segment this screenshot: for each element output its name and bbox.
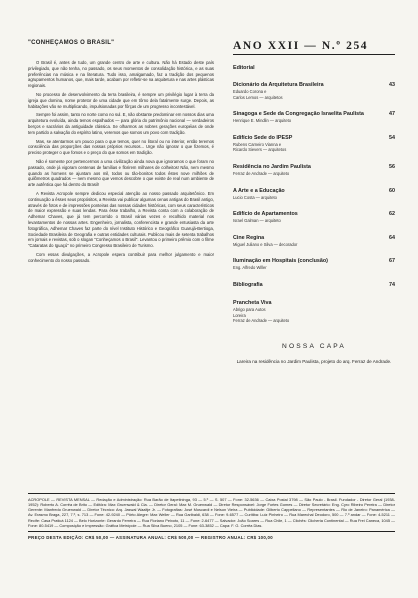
toc-entry[interactable] (233, 111, 395, 124)
toc-entry[interactable] (233, 300, 395, 324)
editorial-paragraph: No processo de desenvolvimento da terra brasileira, é sempre um privilégio lugar à terra da igreja que domina, nome protetor de uma cidade que em tôrno dela fatalmente surge. Depois, as habitações vão se multiplicando, impulsionadas por fôrças de um progresso incontestável. (28, 91, 214, 109)
editorial-paragraph: Não é somente por pertencermos a uma civilização ainda nova que ignoramos o que foram no passado, onde já vigoram centenas de famílias e florirem milhares de colheitos! Não, nem mesmo quando as homens se ajuntam aos mil, todos ou tão-bonitos todos êstes nove milhões de quilômetros quadrados — nem mesmo que vemos descobre o que existe de real num ambiente de arte autêntica que há dentro do Brasil! (28, 158, 214, 188)
toc-entry[interactable] (233, 235, 395, 248)
cover-heading: NOSSA CAPA (281, 342, 347, 350)
toc-entry[interactable] (233, 282, 395, 289)
price-line: PREÇO DESTA EDIÇÃO: CR$ 50,00 — ASSINATURA ANUAL: CR$ 500,00 — REGISTRO ANUAL: CR$ 100,00 (28, 534, 273, 540)
toc-entry-author: Ferraz de Andrade — arquiteto (233, 170, 290, 176)
toc-entry-page: 54 (389, 134, 395, 141)
toc-entry-author: Eng. Alfredo Willer (233, 265, 267, 271)
toc-entry-title: Residência no Jardim Paulista (233, 163, 311, 170)
toc-entry-page: 43 (389, 82, 395, 88)
toc-editorial[interactable]: Editorial (233, 65, 255, 71)
toc-entry-author: Carlos Lemos — arquitetos (233, 94, 283, 100)
toc-entry[interactable] (233, 211, 395, 224)
toc-entry-page: 67 (389, 258, 395, 265)
editorial-paragraph: A Revista Acropole sempre dedicou especial atenção ao nosso passado arquitetônico. Em continuação a êsses seus propósitos, a Revista vai publicar algumas cenas antigas do Brasil antigo, através de fotos e de impressões ponteiras das nossas cidades históricas, com seus característicos de maior expressão e suas lendas. Para êsse trabalho, a Revista conta com a colaboração de Adhemar Chaves, que já tem percorrido o Brasil várias vezes e recolhido material nos levantamentos de nossas artes. Engenheiro, jornalista, conferencista e grande entusiasta da arte fotográfica, Adhemar Chaves faz parte do nível Instituto Histórico e Geográfico Guarujá-Bertioga, Sociedade Brasileira de Geografia e outras entidades culturais. Publicou mais de setenta trabalhos em jornais e revistas, sob o slogan "Conheçamos o Brasil". Levantou o primeiro prêmio com o filme "Cataratas do Iguaçú" no primeiro Congresso Brasileiro de Turismo. (28, 190, 214, 249)
masthead-text: ACROPOLE — REVISTA MENSAL — Redação e Administração: Rua Barão de Itapetininga, 93 — 5.º — S. 507 — Fone: 32-5636 — Caixa Postal 3798 — São Paulo - Brasil. Fundador - Diretor Geral (1938-1952): Roberto A. Corrêa de Brito — Editôra: Max Gruenwald & Cia. — Diretor Geral: Max M. Gruenwald — Diretor Responsável: Jorge Fortes Gomes — Diretor Secretário: Eng. Cyro Ribeiro Pereira — Diretor Gerente: Manfredo Gruenwald — Diretor Técnico: Arq. Jaswal Waaltje Jr. — Fotografias: José Moscardi e Nelson Vieira — Publicidade: Gilberto Cappellano — Representantes — Rio de Janeiro: Panamérica — Av. Erasmo Braga, 227, 7.º, s. 713 — Fone: 42-9240 — Pôrto Alegre: Max Weller — Rua Garibaldi, 638 — Fone: 9-6577 — Curitiba: Luiz Pinheiro — Rua Marechal Deodoro, 500 — 7.º andar — Fone: 4-5211 — Recife: Casa Praticá 1124 — Belo Horizonte: Gerardo Ferreira — Rua Floriano Peixoto, 11 — Fone: 2-6477 — Salvador: João Soares — Rua Chile, 1 — Clichês: Clicheria Continental — Rua Frei Caneca, 1045 — Fone: 80-5419 — Composição e Impressão: Gráfica Metrópole — Rua Silva Bueno, 2105 — Fone: 63-3852 — Capa: F. G. Corrêa Dias. (28, 496, 395, 528)
toc-entry[interactable] (233, 135, 395, 153)
toc-entry-title: A Arte e a Educação (233, 187, 285, 194)
toc-entry-title: Dicionário da Arquitetura Brasileira (233, 82, 324, 88)
toc-entry[interactable] (233, 188, 395, 201)
toc-entry-title: Edifício Sede do IPESP (233, 134, 293, 141)
toc-entry-author: Eduardo Corona e (233, 89, 267, 94)
toc-entry-author: Lucio Costa — arquiteto (233, 194, 277, 200)
toc-entry-title: Prancheta Viva (233, 299, 272, 306)
toc-entry-title: Sinagoga e Sede da Congregação Israelita Paulista (233, 111, 364, 118)
toc-entry-page: 74 (389, 281, 395, 288)
toc-entry[interactable] (233, 258, 395, 271)
toc-entry-author: Loreira (233, 312, 246, 318)
editorial-paragraph: Sempre foi assim, tanto no norte como no sul. E, não obstante predominar em nossos dias uma arquitetura evoluída, ainda temos espalhados — para glória do patrimônio nacional — verdadeiros berços e sacrários da antiguidade clássica. Se olharmos as nobres gerações européias de onde tem partido a salvação do espírito latino, veremos que somos um povo com tradição. (28, 112, 214, 135)
toc-entry[interactable] (233, 164, 395, 177)
issue-number: ANO XXII — N.º 254 (233, 40, 369, 52)
cover-description: Lareira na residência no Jardim Paulista, projeto do arq. Ferraz de Andrade. (236, 358, 392, 364)
header-rule (233, 54, 395, 55)
toc-entry-author: Ricardo Sievers — arquitetos (233, 147, 287, 153)
toc-entry[interactable] (233, 82, 395, 100)
toc-entry-title: Edifício de Apartamentos (233, 211, 298, 218)
toc-entry-page: 56 (389, 163, 395, 170)
toc-entry-page: 62 (389, 211, 395, 218)
editorial-paragraph: O Brasil é, antes de tudo, um grande centro de arte e cultura. Não há Estado deste país privilegiado, que não tenha, no passado, os seus momentos de consolidação histórica, e as suas preferências na música e na literatura. Tudo isso, amalgamado, faz a tradição dos pequenos agrupamentos humanos, que, mais tarde, acabam por refletir-se na arquitetura e nas artes plásticas regionais. (28, 60, 214, 89)
toc-entry-author: Abrigo para Autos (233, 306, 266, 312)
editorial-heading: "CONHEÇAMOS O BRASIL" (28, 40, 115, 46)
toc-entry-title: Cine Regina (233, 234, 265, 241)
toc-entry-author: Rubens Carneiro Vianna e (233, 141, 282, 147)
contents-column (233, 40, 395, 365)
toc-entry-author: Henrique E. Mindlin — arquiteto (233, 118, 292, 124)
toc-entry-title: Iluminação em Hospitais (conclusão) (233, 258, 328, 265)
toc-entry-page: 60 (389, 187, 395, 194)
masthead-footer (28, 493, 395, 540)
editorial-paragraph: Com essas divulgações, a Acropole espera contribuir para melhor julgamento e maior conhecimento do nosso passado. (28, 251, 214, 263)
toc-entry-author: Ferraz de Andrade — arquiteto (233, 318, 290, 324)
editorial-column (28, 40, 214, 267)
footer-rule (28, 531, 395, 532)
toc-entry-page: 64 (389, 234, 395, 241)
toc-entry-title: Bibliografia (233, 281, 263, 288)
toc-entry-page: 47 (389, 111, 395, 118)
editorial-paragraph: Mas, se atentarmos um pouco para o que temos, quer no litoral ou no interior, então teremos consciência das proporções das nossas próprios recursos... Urge não ignorar o que fizemos, é preciso proteger o que fomos e o preço do que somos em tradição. (28, 138, 214, 156)
toc-entry-author: Miguel Juliano e Silva — decorador (233, 241, 298, 247)
footer-rule (28, 493, 395, 494)
toc-entry-author: Israel Galman — arquiteto (233, 218, 281, 224)
